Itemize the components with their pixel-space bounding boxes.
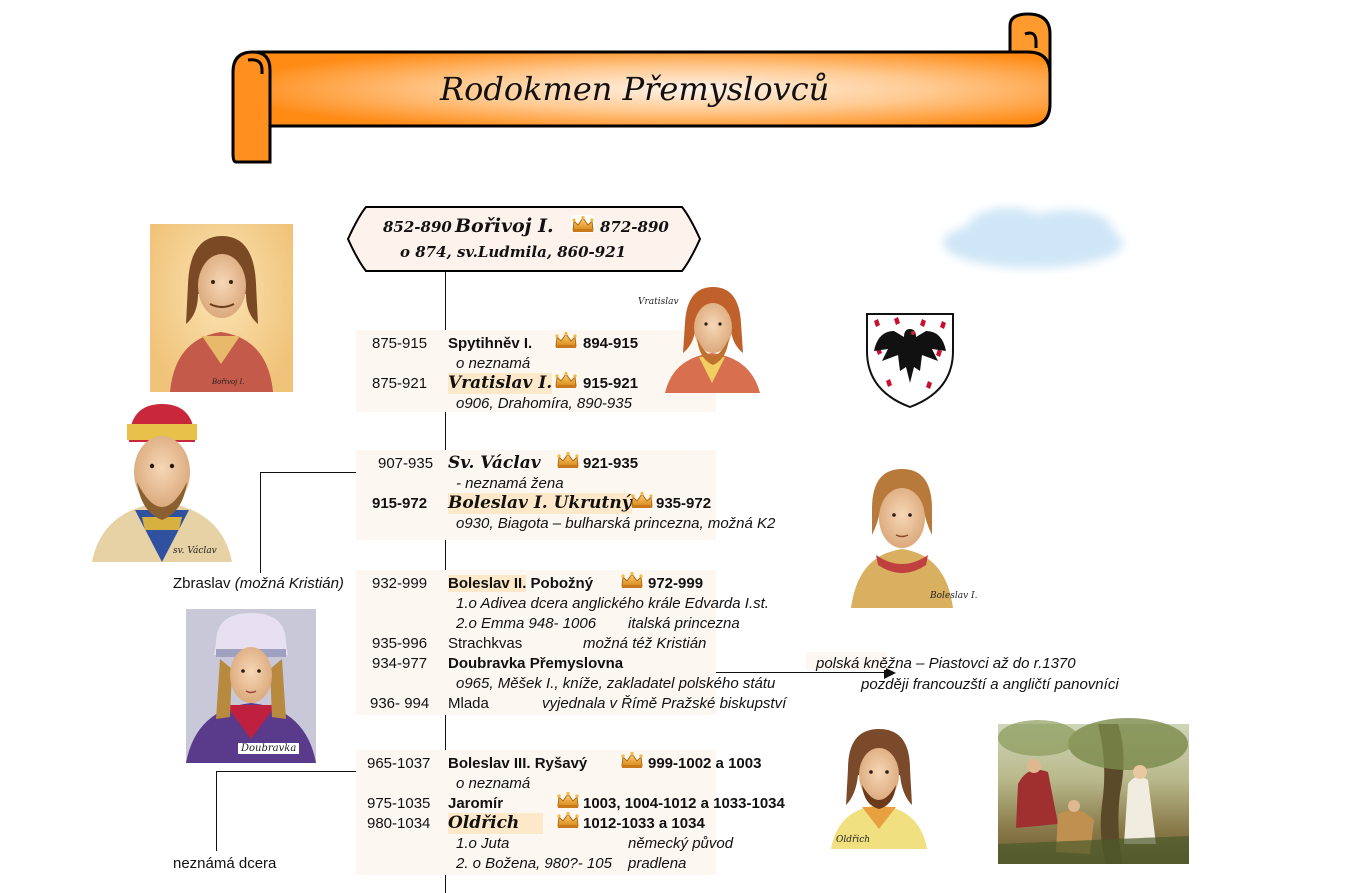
crown-icon [630, 491, 654, 509]
polish-note-2: později francouzští a angličtí panovníci [861, 676, 1119, 693]
cloud-image [928, 198, 1138, 278]
boleslav2-spouse2: 2.o Emma 948- 1006 [456, 615, 597, 632]
vaclav-reign: 921-935 [583, 455, 639, 472]
boleslav2-spouse2-note: italská princezna [628, 615, 740, 632]
boleslav-portrait [846, 463, 978, 608]
mlada-name: Mlada [448, 695, 489, 712]
boleslav2-spouse1: 1.o Adivea dcera anglického krále Edvarda I.st. [456, 595, 769, 612]
crown-icon [556, 791, 580, 809]
boleslav2-name-rest: Pobožný [526, 575, 594, 592]
oldrich-caption: Oldřich [836, 835, 871, 845]
vaclav-spouse: - neznamá žena [456, 475, 564, 492]
borivoj-caption: Bořivoj I. [212, 378, 245, 386]
polish-note: polská kněžna – Piastovci až do r.1370 [816, 655, 1076, 672]
oldrich-spouse2-note: pradlena [628, 855, 687, 872]
spytihnev-reign: 894-915 [583, 335, 639, 352]
mlada-years: 936- 994 [370, 695, 430, 712]
doubravka-spouse: o965, Měšek I., kníže, zakladatel polského státu [456, 675, 776, 692]
strachkvas-years: 935-996 [372, 635, 428, 652]
vratislav-caption: Vratislav [638, 297, 679, 307]
boleslav2-name-hl: Boleslav II. [448, 575, 527, 592]
crown-icon [620, 571, 644, 589]
root-name: Bořivoj I. [455, 215, 554, 237]
vratislav-spouse: o906, Drahomíra, 890-935 [456, 395, 632, 412]
zbraslav-name: Zbraslav [173, 575, 231, 592]
strachkvas-note: možná též Kristián [583, 635, 707, 652]
oldrich-years: 980-1034 [367, 815, 431, 832]
zbraslav-note: (možná Kristián) [234, 575, 344, 592]
crown-icon [554, 371, 578, 389]
root-years: 852-890 [383, 218, 452, 236]
vratislav-portrait [665, 283, 760, 393]
doubravka-portrait [186, 609, 316, 763]
oldrich-portrait [826, 725, 932, 849]
crown-icon [571, 215, 595, 233]
vratislav-years: 875-921 [372, 375, 428, 392]
crown-icon [554, 331, 578, 349]
tree-line-root [445, 271, 446, 334]
crown-icon [620, 751, 644, 769]
jaromir-reign: 1003, 1004-1012 a 1033-1034 [583, 795, 785, 812]
doubravka-caption: Doubravka [238, 743, 299, 754]
jaromir-name: Jaromír [448, 795, 504, 812]
vratislav-reign: 915-921 [583, 375, 639, 392]
spytihnev-spouse: o neznamá [456, 355, 531, 372]
painting-image [998, 724, 1189, 864]
zbraslav-text [173, 575, 344, 593]
root-reign: 872-890 [600, 218, 669, 236]
oldrich-spouse1: 1.o Juta [456, 835, 510, 852]
vratislav-name: Vratislav I. [448, 373, 553, 393]
borivoj-portrait [150, 224, 293, 392]
crown-icon [556, 451, 580, 469]
boleslav-caption: Boleslav I. [930, 591, 978, 601]
vaclav-years: 907-935 [378, 455, 434, 472]
page-title: Rodokmen Přemyslovců [440, 70, 830, 108]
root-spouse: o 874, sv.Ludmila, 860-921 [400, 243, 627, 261]
boleslav1-reign: 935-972 [656, 495, 712, 512]
boleslav1-name: Boleslav I. Ukrutný [448, 493, 632, 513]
oldrich-spouse1-note: německý původ [628, 835, 734, 852]
doubravka-name: Doubravka Přemyslovna [448, 655, 624, 672]
jaromir-years: 975-1035 [367, 795, 431, 812]
spytihnev-years: 875-915 [372, 335, 428, 352]
unknown-daughter: neznámá dcera [173, 855, 277, 872]
boleslav1-spouse: o930, Biagota – bulharská princezna, možná K2 [456, 515, 776, 532]
boleslav3-reign: 999-1002 a 1003 [648, 755, 762, 772]
coat-of-arms-image [864, 311, 956, 409]
oldrich-spouse2: 2. o Božena, 980?- 105 [456, 855, 612, 872]
crown-icon [556, 811, 580, 829]
branch-zbraslav-v [260, 472, 261, 573]
oldrich-name: Oldřich [448, 813, 543, 834]
boleslav2-name [448, 575, 593, 593]
strachkvas-name: Strachkvas [448, 635, 523, 652]
spytihnev-name: Spytihněv I. [448, 335, 533, 352]
mlada-note: vyjednala v Římě Pražské biskupství [542, 695, 787, 712]
vaclav-caption: sv. Václav [173, 546, 217, 556]
vaclav-portrait [87, 402, 237, 562]
branch-daughter-v [216, 771, 217, 851]
boleslav3-years: 965-1037 [367, 755, 431, 772]
boleslav1-years: 915-972 [372, 495, 428, 512]
vaclav-name: Sv. Václav [448, 453, 541, 473]
doubravka-years: 934-977 [372, 655, 428, 672]
boleslav2-reign: 972-999 [648, 575, 704, 592]
boleslav3-name: Boleslav III. Ryšavý [448, 755, 588, 772]
boleslav3-spouse: o neznamá [456, 775, 531, 792]
oldrich-reign: 1012-1033 a 1034 [583, 815, 705, 832]
boleslav2-years: 932-999 [372, 575, 428, 592]
